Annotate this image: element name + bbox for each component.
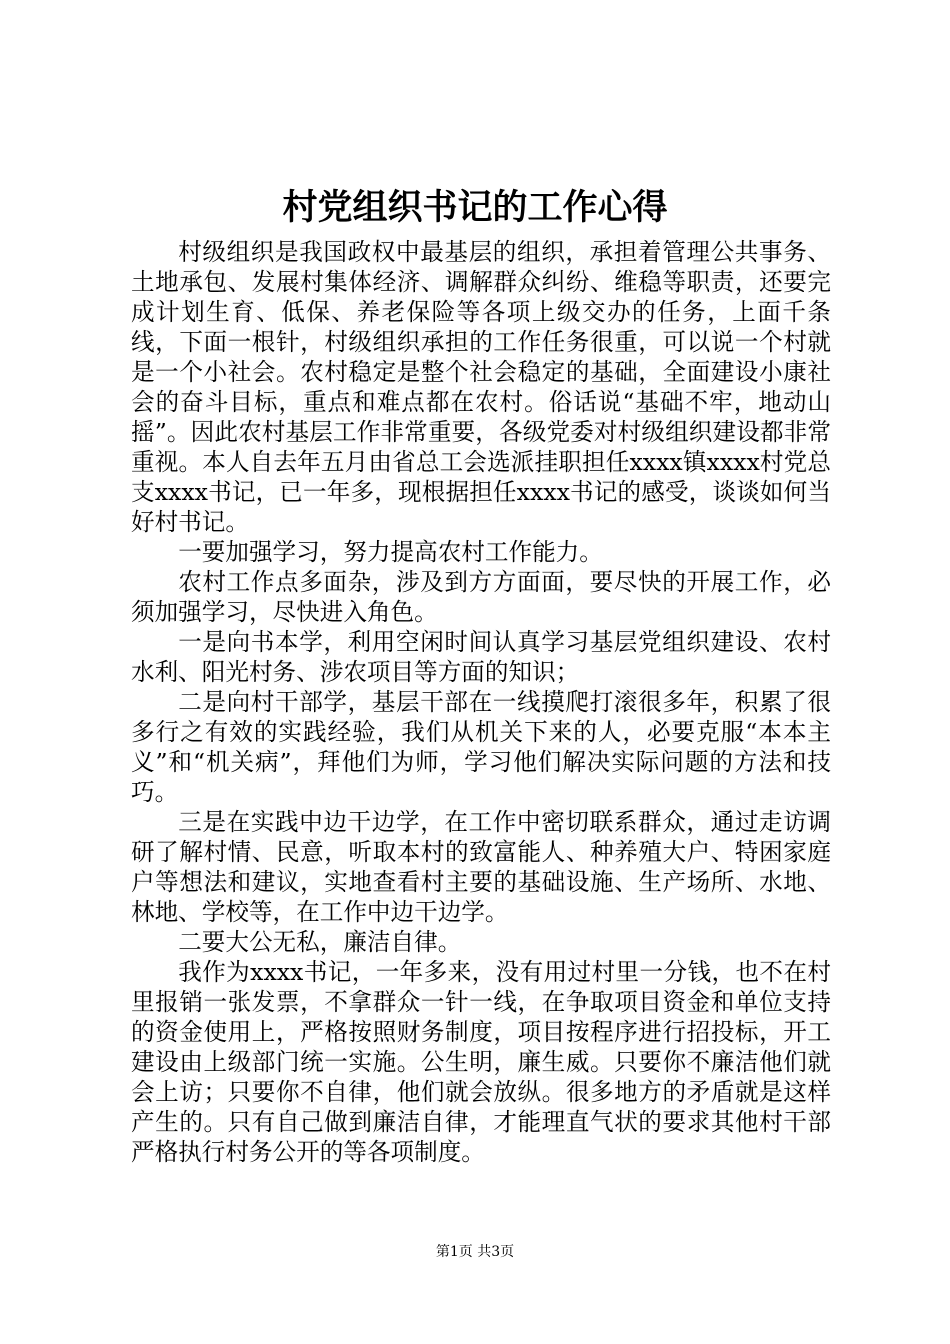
paragraph-integrity-detail: 我作为xxxx书记，一年多来，没有用过村里一分钱，也不在村里报销一张发票，不拿群众一针一线，在争取项目资金和单位支持的资金使用上，严格按照财务制度，项目按程序进行招投标，开工建设由上级部门统一实施。公生明，廉生威。只要你不廉洁他们就会上访；只要你不自律，他们就会放纵。很多地方的矛盾就是这样产生的。只有自己做到廉洁自律，才能理直气状的要求其他村干部严格执行村务公开的等各项制度。 bbox=[131, 958, 831, 1166]
paragraph-heading-integrity: 二要大公无私，廉洁自律。 bbox=[178, 928, 462, 956]
paragraph-study-cadres: 二是向村干部学，基层干部在一线摸爬打滚很多年，积累了很多行之有效的实践经验，我们从机关下来的人，必要克服“本本主义”和“机关病”，拜他们为师，学习他们解决实际问题的方法和技巧。 bbox=[131, 688, 831, 806]
paragraph-study-practice: 三是在实践中边干边学，在工作中密切联系群众，通过走访调研了解村情、民意，听取本村的致富能人、种养殖大户、特困家庭户等想法和建议，实地查看村主要的基础设施、生产场所、水地、林地、学校等，在工作中边干边学。 bbox=[131, 808, 831, 926]
page-footer: 第1页 共3页 bbox=[435, 1244, 515, 1260]
document-body bbox=[131, 237, 831, 1167]
document-title: 村党组织书记的工作心得 bbox=[282, 187, 668, 228]
paragraph-intro: 村级组织是我国政权中最基层的组织，承担着管理公共事务、土地承包、发展村集体经济、调解群众纠纷、维稳等职责，还要完成计划生育、低保、养老保险等各项上级交办的任务，上面千条线，下面一根针，村级组织承担的工作任务很重，可以说一个村就是一个小社会。农村稳定是整个社会稳定的基础，全面建设小康社会的奋斗目标，重点和难点都在农村。俗话说“基础不牢，地动山摇”。因此农村基层工作非常重要，各级党委对村级组织建设都非常重视。本人自去年五月由省总工会选派挂职担任xxxx镇xxxx村党总支xxxx书记，已一年多，现根据担任xxxx书记的感受，谈谈如何当好村书记。 bbox=[131, 238, 831, 536]
paragraph-study-books: 一是向书本学，利用空闲时间认真学习基层党组织建设、农村水利、阳光村务、涉农项目等方面的知识； bbox=[131, 628, 831, 686]
paragraph-study-overview: 农村工作点多面杂，涉及到方方面面，要尽快的开展工作，必须加强学习，尽快进入角色。 bbox=[131, 568, 831, 626]
paragraph-heading-study: 一要加强学习，努力提高农村工作能力。 bbox=[178, 538, 603, 566]
